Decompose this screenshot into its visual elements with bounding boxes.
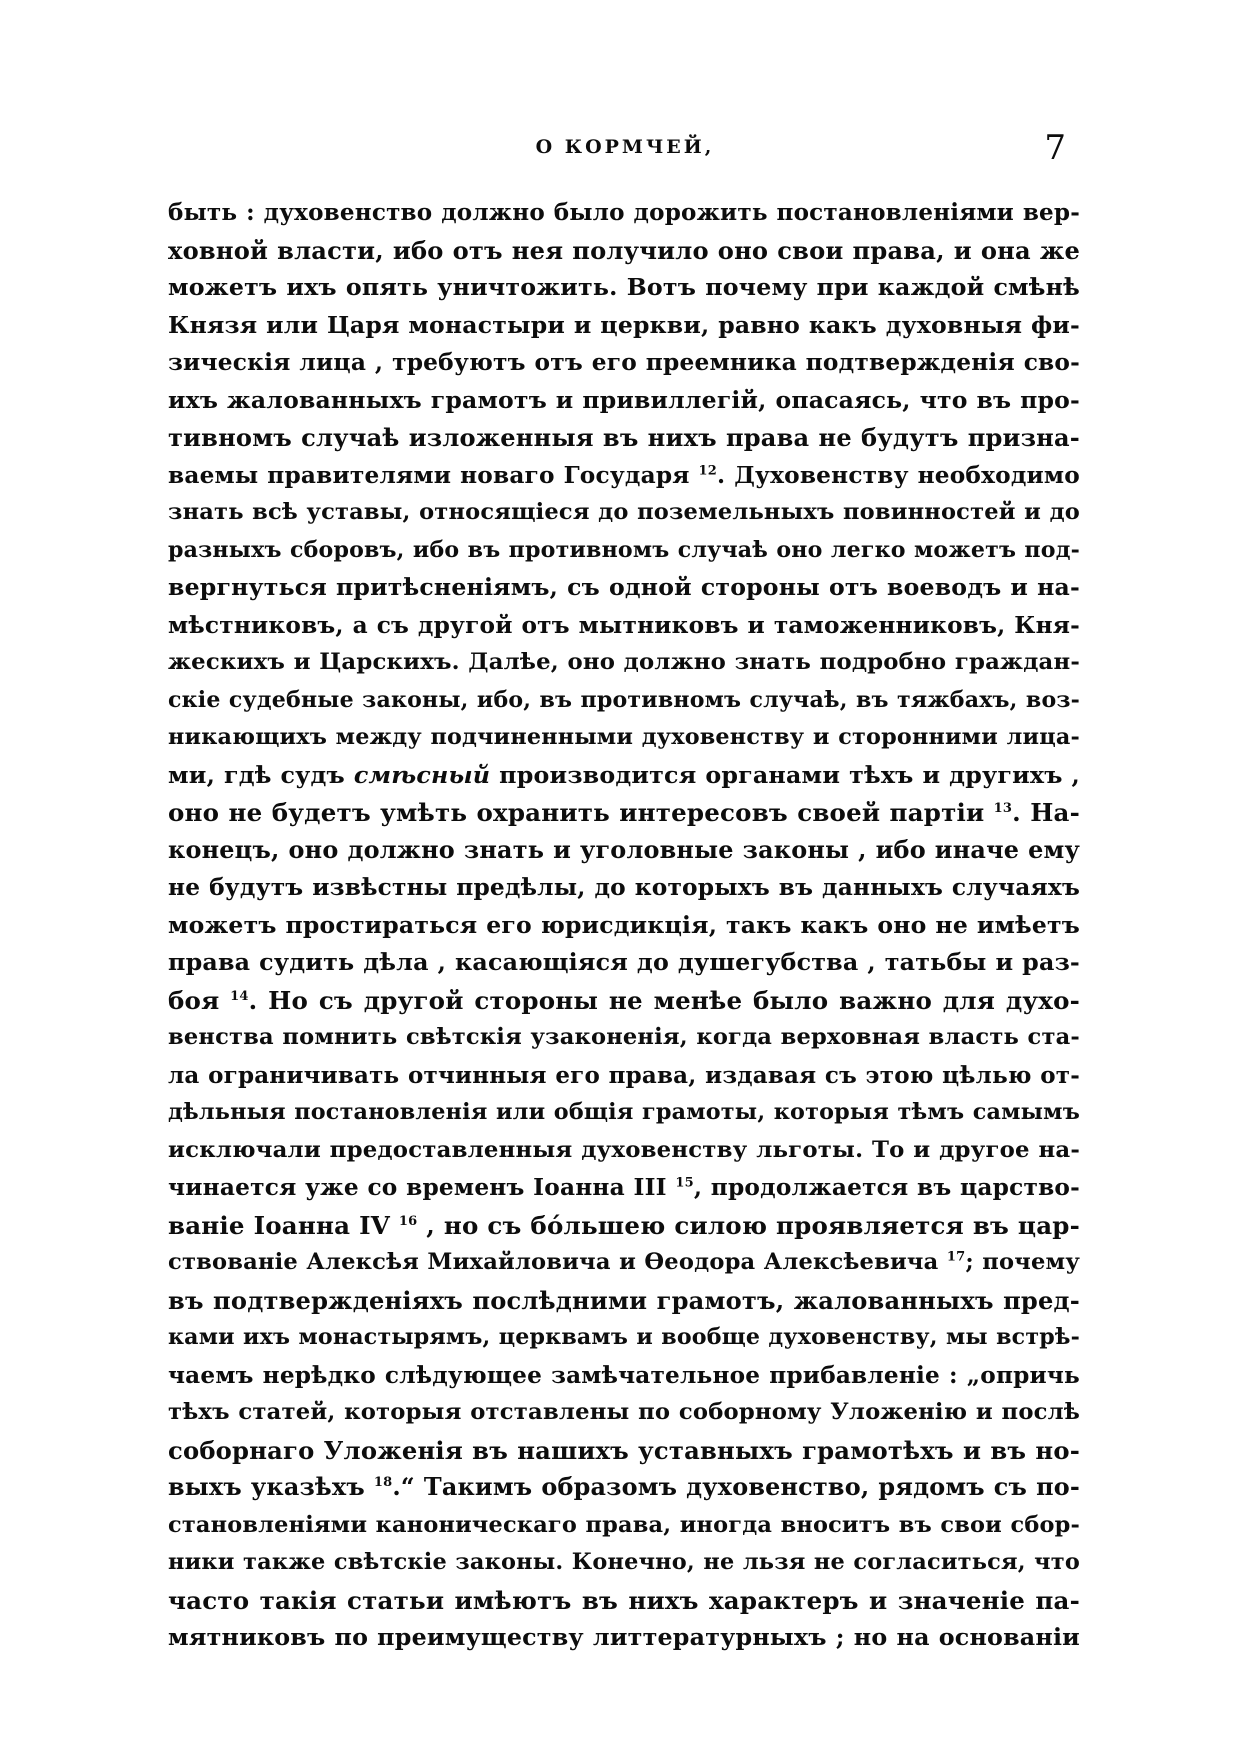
text-segment: тѣхъ статей, которыя отставлены по соборному Уложенію и послѣ	[168, 1399, 1080, 1425]
footnote-marker: 12	[698, 462, 718, 478]
text-segment: ками ихъ монастырямъ, церквамъ и вообще духовенству, мы встрѣ-	[168, 1324, 1080, 1350]
text-line	[168, 382, 1080, 420]
footnote-marker: 13	[993, 800, 1013, 816]
text-line	[168, 944, 1080, 982]
text-line	[168, 419, 1080, 457]
text-segment: Князя или Царя монастыри и церкви, равно какъ духовныя фи-	[168, 310, 1080, 339]
text-segment: мѣстниковъ, а съ другой отъ мытниковъ и таможенниковъ, Кня-	[168, 611, 1080, 639]
text-line	[168, 494, 1080, 532]
text-segment: ники также свѣтскіе законы. Конечно, не льзя не согласиться, что	[168, 1549, 1080, 1575]
text-segment: венства помнить свѣтскія узаконенія, когда верховная власть ста-	[168, 1024, 1080, 1050]
text-line	[168, 682, 1080, 720]
text-segment: ваніе Іоанна IV	[168, 1210, 399, 1240]
text-line	[168, 644, 1080, 682]
text-line	[168, 1207, 1080, 1245]
text-line	[168, 1094, 1080, 1132]
text-segment: . Духовенству необходимо	[717, 461, 1080, 489]
text-line	[168, 907, 1080, 945]
text-line	[168, 794, 1080, 832]
text-line	[168, 1582, 1080, 1620]
body-text	[168, 194, 1080, 1657]
text-segment: соборнаго Уложенія въ нашихъ уставныхъ грамотѣхъ и въ но-	[168, 1435, 1080, 1465]
text-line	[168, 1357, 1080, 1395]
text-line	[168, 1244, 1080, 1282]
text-segment: . Но съ другой стороны не менѣе было важно для духо-	[248, 985, 1080, 1015]
text-segment: можетъ простираться его юрисдикція, такъ какъ оно не имѣетъ	[168, 910, 1080, 939]
text-line	[168, 1169, 1080, 1207]
text-line	[168, 1469, 1080, 1507]
text-line	[168, 1019, 1080, 1057]
text-segment: ла ограничивать отчинныя его права, издавая съ этою цѣлью от-	[168, 1061, 1080, 1089]
text-line	[168, 269, 1080, 307]
text-segment: зическія лица , требуютъ отъ его преемника подтвержденія сво-	[168, 349, 1080, 376]
text-segment: выхъ указѣхъ	[168, 1473, 374, 1501]
text-segment: быть : духовенство должно было дорожить постановленіями вер-	[168, 199, 1080, 226]
footnote-marker: 17	[946, 1249, 966, 1265]
text-line	[168, 344, 1080, 382]
text-line	[168, 457, 1080, 495]
text-segment: ми, гдѣ судъ	[168, 760, 354, 789]
text-segment: разныхъ сборовъ, ибо въ противномъ случаѣ оно легко можетъ под-	[168, 536, 1080, 563]
text-line	[168, 232, 1080, 270]
text-line	[168, 1394, 1080, 1432]
footnote-marker: 15	[675, 1175, 694, 1191]
text-line	[168, 532, 1080, 570]
text-line	[168, 1432, 1080, 1470]
text-segment: ствованіе Алексѣя Михайловича и Ѳеодора Алексѣевича	[168, 1249, 947, 1275]
text-line	[168, 869, 1080, 907]
text-line	[168, 1544, 1080, 1582]
text-segment: ваемы правителями новаго Государя	[168, 461, 699, 489]
text-line	[168, 194, 1080, 232]
text-line	[168, 1057, 1080, 1095]
text-line	[168, 607, 1080, 645]
text-line	[168, 757, 1080, 795]
text-segment: права судить дѣла , касающіяся до душегубства , татьбы и раз-	[168, 948, 1080, 976]
text-segment: . На-	[1012, 798, 1080, 827]
text-segment: ихъ жалованныхъ грамотъ и привиллегій, опасаясь, что въ про-	[168, 385, 1080, 414]
text-segment: тивномъ случаѣ изложенныя въ нихъ права не будутъ призна-	[168, 423, 1080, 452]
footnote-marker: 18	[373, 1475, 393, 1491]
text-segment: исключали предоставленныя духовенству льготы. То и другое на-	[168, 1136, 1080, 1163]
running-title: О КОРМЧЕЙ,	[535, 136, 715, 158]
italic-term: смѣсный	[353, 760, 491, 789]
text-segment: конецъ, оно должно знать и уголовные законы , ибо иначе ему	[168, 835, 1080, 864]
text-segment: знать всѣ уставы, относящіеся до поземельныхъ повинностей и до	[168, 499, 1080, 525]
text-segment: боя	[168, 985, 231, 1015]
text-segment: мятниковъ по преимуществу литтературныхъ ; но на основаніи	[168, 1623, 1080, 1651]
text-line	[168, 1619, 1080, 1657]
text-line	[168, 1282, 1080, 1320]
text-segment: чинается уже со временъ Іоанна III	[168, 1174, 676, 1201]
text-line	[168, 1507, 1080, 1545]
text-segment: жескихъ и Царскихъ. Далѣе, оно должно знать подробно граждан-	[168, 649, 1080, 675]
footnote-marker: 14	[230, 988, 249, 1004]
text-segment: производится органами тѣхъ и другихъ ,	[490, 760, 1080, 789]
text-segment: оно не будетъ умѣть охранить интересовъ своей партіи	[168, 798, 994, 827]
text-line	[168, 569, 1080, 607]
text-segment: становленіями каноническаго права, иногда вноситъ въ свои сбор-	[168, 1511, 1080, 1538]
text-line	[168, 719, 1080, 757]
text-line	[168, 1132, 1080, 1170]
text-segment: дѣльныя постановленія или общія грамоты, которыя тѣмъ самымъ	[168, 1099, 1080, 1125]
text-segment: скіе судебные законы, ибо, въ противномъ случаѣ, въ тяжбахъ, воз-	[168, 686, 1080, 713]
page-number: 7	[1044, 128, 1066, 168]
text-segment: въ подтвержденіяхъ послѣдними грамотъ, жалованныхъ пред-	[168, 1285, 1080, 1315]
text-segment: не будутъ извѣстны предѣлы, до которыхъ въ данныхъ случаяхъ	[168, 874, 1080, 901]
text-line	[168, 307, 1080, 345]
text-segment: вергнуться притѣсненіямъ, съ одной стороны отъ воеводъ и на-	[168, 573, 1080, 601]
running-head	[170, 128, 1080, 168]
text-line	[168, 832, 1080, 870]
text-segment: никающихъ между подчиненными духовенству и сторонними лица-	[168, 724, 1080, 750]
text-segment: ; почему	[965, 1249, 1080, 1275]
text-segment: ховной власти, ибо отъ нея получило оно свои права, и она же	[168, 235, 1080, 265]
text-segment: , но съ бо́льшею силою проявляется въ цар-	[417, 1210, 1080, 1240]
footnote-marker: 16	[398, 1213, 418, 1229]
text-segment: чаемъ нерѣдко слѣдующее замѣчательное прибавленіе : „опричь	[168, 1361, 1080, 1389]
text-segment: .“ Такимъ образомъ духовенство, рядомъ съ по-	[392, 1473, 1080, 1501]
text-segment: , продолжается въ царство-	[693, 1174, 1080, 1201]
text-line	[168, 1319, 1080, 1357]
text-segment: можетъ ихъ опять уничтожить. Вотъ почему при каждой смѣнѣ	[168, 273, 1080, 301]
text-line	[168, 982, 1080, 1020]
text-segment: часто такія статьи имѣютъ въ нихъ характеръ и значеніе па-	[168, 1585, 1080, 1615]
